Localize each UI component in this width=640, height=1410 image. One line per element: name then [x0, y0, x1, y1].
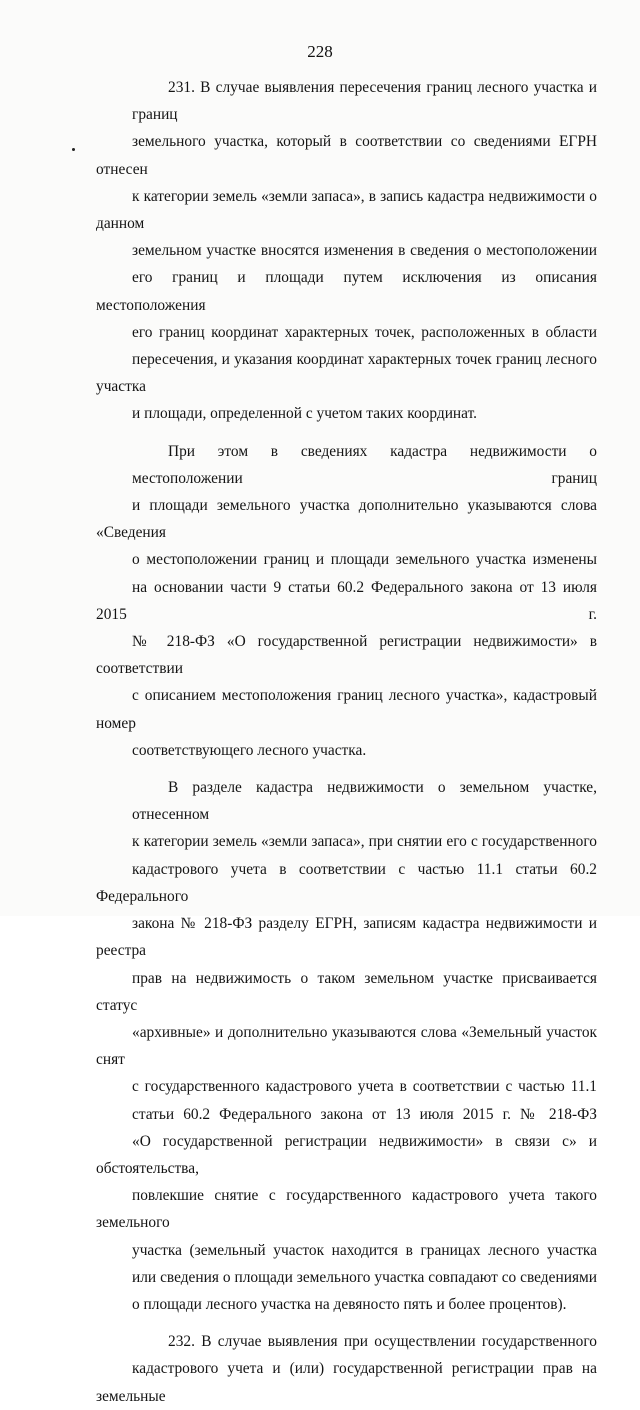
paragraph-231: [96, 74, 597, 428]
text-line: его границ и площади путем исключения из описания местоположения: [96, 269, 597, 314]
text-line: повлекшие снятие с государственного кадастрового учета такого земельного: [96, 1187, 597, 1232]
text-line: кадастрового учета в соответствии с частью 11.1 статьи 60.2 Федерального: [96, 860, 597, 905]
text-line: 231. В случае выявления пересечения границ лесного участка и границ: [132, 79, 597, 124]
page-number: 228: [307, 42, 333, 61]
text-line: При этом в сведениях кадастра недвижимости о местоположении границ: [132, 442, 597, 487]
text-line: 232. В случае выявления при осуществлении государственного: [168, 1333, 597, 1351]
text-line: его границ координат характерных точек, расположенных в области: [132, 323, 597, 341]
text-line: и площади, определенной с учетом таких координат.: [132, 405, 478, 423]
text-line: «О государственной регистрации недвижимости» в связи с» и обстоятельства,: [96, 1132, 597, 1177]
text-line: земельном участке вносятся изменения в сведения о местоположении: [132, 242, 597, 260]
paragraph-cadastre-note: [96, 438, 597, 764]
margin-dot-mark: [72, 148, 75, 151]
text-line: с государственного кадастрового учета в соответствии с частью 11.1: [132, 1078, 597, 1096]
text-line: к категории земель «земли запаса», в запись кадастра недвижимости о данном: [96, 187, 597, 233]
document-body: [96, 74, 597, 1410]
text-line: на основании части 9 статьи 60.2 Федерального закона от 13 июля 2015 г.: [96, 578, 597, 623]
paragraph-reserve-lands: [96, 774, 597, 1318]
text-line: пересечения, и указания координат характерных точек границ лесного участка: [96, 351, 597, 396]
text-line: о площади лесного участка на девяносто пять и более процентов).: [132, 1295, 567, 1313]
text-line: с описанием местоположения границ лесного участка», кадастровый номер: [96, 687, 597, 732]
text-line: соответствующего лесного участка.: [132, 741, 367, 759]
text-line: или сведения о площади земельного участка совпадают со сведениями: [132, 1268, 597, 1286]
text-line: к категории земель «земли запаса», при снятии его с государственного: [132, 833, 597, 851]
text-line: о местоположении границ и площади земельного участка изменены: [132, 551, 597, 569]
text-line: земельного участка, который в соответствии со сведениями ЕГРН отнесен: [96, 133, 597, 178]
text-line: кадастрового учета и (или) государственной регистрации прав на земельные: [96, 1360, 597, 1405]
paragraph-232: [96, 1328, 597, 1410]
text-line: «архивные» и дополнительно указываются слова «Земельный участок снят: [96, 1023, 597, 1069]
text-line: закона № 218-ФЗ разделу ЕГРН, записям кадастра недвижимости и реестра: [96, 915, 597, 960]
text-line: № 218-ФЗ «О государственной регистрации недвижимости» в соответствии: [96, 633, 597, 678]
text-line: участка (земельный участок находится в границах лесного участка: [132, 1241, 597, 1259]
text-line: В разделе кадастра недвижимости о земельном участке, отнесенном: [132, 779, 597, 824]
text-line: статьи 60.2 Федерального закона от 13 июля 2015 г. № 218-ФЗ: [132, 1105, 597, 1123]
text-line: прав на недвижимость о таком земельном участке присваивается статус: [96, 969, 597, 1014]
text-line: и площади земельного участка дополнительно указываются слова «Сведения: [96, 497, 597, 542]
